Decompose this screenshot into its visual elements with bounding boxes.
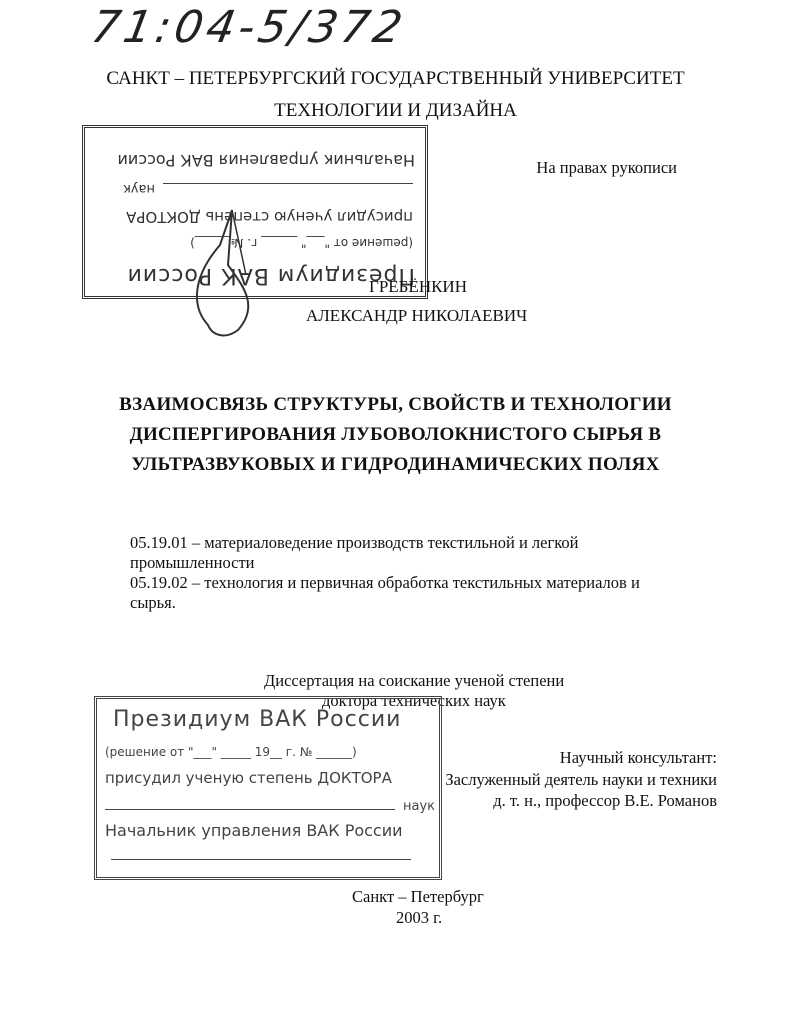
thesis-title-line1: ВЗАИМОСВЯЗЬ СТРУКТУРЫ, СВОЙСТВ И ТЕХНОЛОГИИ [119, 394, 672, 415]
consultant-label: Научный консультант: [559, 748, 717, 767]
degree-line2: доктора технических наук [322, 691, 506, 710]
year: 2003 г. [396, 908, 443, 927]
stamp-bottom-rule [105, 809, 395, 810]
stamp-bottom-head: Начальник управления ВАК России [105, 821, 403, 840]
stamp-top-science: наук [122, 181, 155, 196]
author-name: АЛЕКСАНДР НИКОЛАЕВИЧ [306, 306, 528, 325]
stamp-bottom-decision: (решение от "___" _____ 19__ г. № ______) [105, 745, 357, 759]
stamp-bottom-degree-awarded: присудил ученую степень ДОКТОРА [105, 769, 392, 787]
stamp-bottom-signature-rule [111, 859, 411, 860]
thesis-title-line3: УЛЬТРАЗВУКОВЫХ И ГИДРОДИНАМИЧЕСКИХ ПОЛЯХ [131, 454, 660, 475]
city: Санкт – Петербург [352, 887, 484, 906]
signature-mark [180, 205, 280, 340]
specialty-1-line1: 05.19.01 – материаловедение производств текстильной и легкой [130, 533, 579, 552]
manuscript-rights-label: На правах рукописи [536, 158, 677, 177]
degree-line1: Диссертация на соискание ученой степени [264, 671, 565, 690]
vak-stamp-bottom [94, 696, 442, 880]
author-surname: ГРЕБЁНКИН [369, 277, 467, 296]
consultant-honorary-title: Заслуженный деятель науки и техники [445, 770, 717, 789]
specialty-2-line2: сырья. [130, 593, 176, 612]
specialty-1-line2: промышленности [130, 553, 255, 572]
university-name-line2: ТЕХНОЛОГИИ И ДИЗАЙНА [274, 100, 517, 121]
thesis-title-line2: ДИСПЕРГИРОВАНИЯ ЛУБОВОЛОКНИСТОГО СЫРЬЯ В [129, 424, 662, 445]
stamp-top-decision: (решение от "___" ______ г. №______) [190, 236, 413, 250]
university-name-line1: САНКТ – ПЕТЕРБУРГСКИЙ ГОСУДАРСТВЕННЫЙ УНИВЕРСИТЕТ [106, 68, 685, 89]
stamp-bottom-science: наук [403, 799, 436, 814]
stamp-top-head: Начальник управления ВАК России [117, 151, 415, 170]
consultant-name: д. т. н., профессор В.Е. Романов [493, 791, 717, 810]
handwritten-archive-code: 71:04-5/372 [87, 2, 410, 53]
stamp-top-presidium: Президиум ВАК России [126, 263, 415, 288]
stamp-top-rule [163, 183, 413, 184]
stamp-bottom-presidium: Президиум ВАК России [113, 707, 402, 732]
stamp-top-degree-awarded: присудил ученую степень ДОКТОРА [126, 208, 413, 226]
specialty-2-line1: 05.19.02 – технология и первичная обработка текстильных материалов и [130, 573, 640, 592]
